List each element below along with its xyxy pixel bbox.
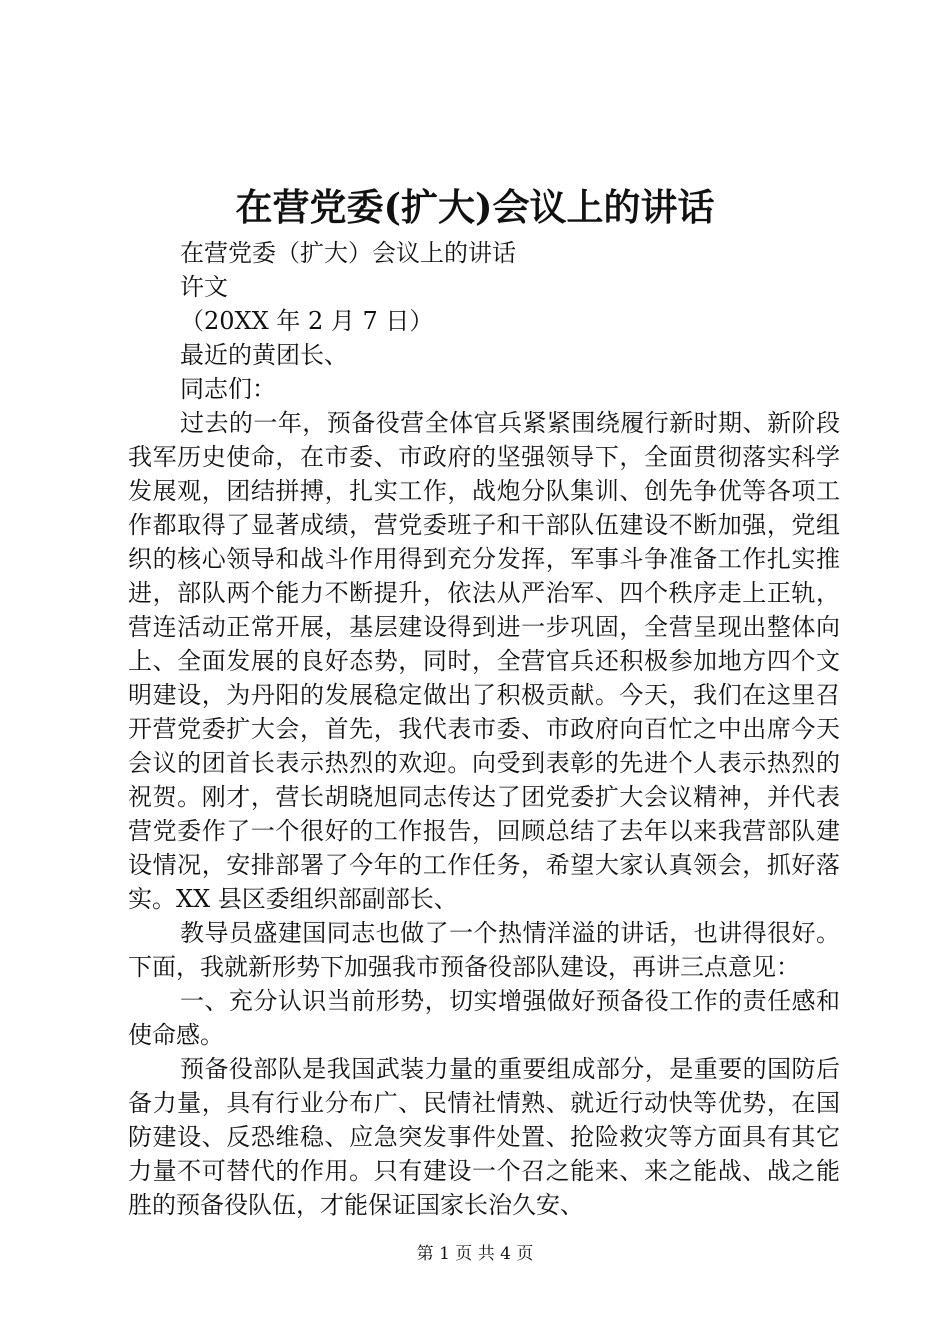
salutation-line: 最近的黄团长、 (180, 341, 348, 369)
body-paragraph: 预备役部队是我国武装力量的重要组成部分，是重要的国防后备力量，具有行业分布广、民情社情熟、就近行动快等优势，在国防建设、反恐维稳、应急突发事件处置、抢险救灾等方面具有其它力量不可替代的作用。只有建设一个召之能来、来之能战、战之能胜的预备役队伍，才能保证国家长治久安、 (128, 1055, 840, 1219)
page-number-footer: 第 1 页 共 4 页 (416, 1244, 534, 1264)
section-heading: 一、充分认识当前形势，切实增强做好预备役工作的责任感和使命感。 (128, 987, 840, 1049)
heading-repeat: 在营党委（扩大）会议上的讲话 (180, 239, 516, 267)
speech-date: （20XX 年 2 月 7 日） (180, 307, 434, 335)
salutation-line: 同志们： (180, 375, 276, 403)
author-name: 许文 (180, 273, 228, 301)
body-paragraph: 教导员盛建国同志也做了一个热情洋溢的讲话，也讲得很好。下面，我就新形势下加强我市预备役部队建设，再讲三点意见： (128, 919, 840, 981)
body-paragraph: 过去的一年，预备役营全体官兵紧紧围绕履行新时期、新阶段我军历史使命，在市委、市政府的坚强领导下，全面贯彻落实科学发展观，团结拼搏，扎实工作，战炮分队集训、创先争优等各项工作都取得了显著成绩，营党委班子和干部队伍建设不断加强，党组织的核心领导和战斗作用得到充分发挥，军事斗争准备工作扎实推进，部队两个能力不断提升，依法从严治军、四个秩序走上正轨，营连活动正常开展，基层建设得到进一步巩固，全营呈现出整体向上、全面发展的良好态势，同时，全营官兵还积极参加地方四个文明建设，为丹阳的发展稳定做出了积极贡献。今天，我们在这里召开营党委扩大会，首先，我代表市委、市政府向百忙之中出席今天会议的团首长表示热烈的欢迎。向受到表彰的先进个人表示热烈的祝贺。刚才，营长胡晓旭同志传达了团党委扩大会议精神，并代表营党委作了一个很好的工作报告，回顾总结了去年以来我营部队建设情况，安排部署了今年的工作任务，希望大家认真领会，抓好落实。XX 县区委组织部副部长、 (128, 409, 840, 913)
document-body (128, 236, 840, 1222)
document-title: 在营党委(扩大)会议上的讲话 (235, 185, 715, 229)
